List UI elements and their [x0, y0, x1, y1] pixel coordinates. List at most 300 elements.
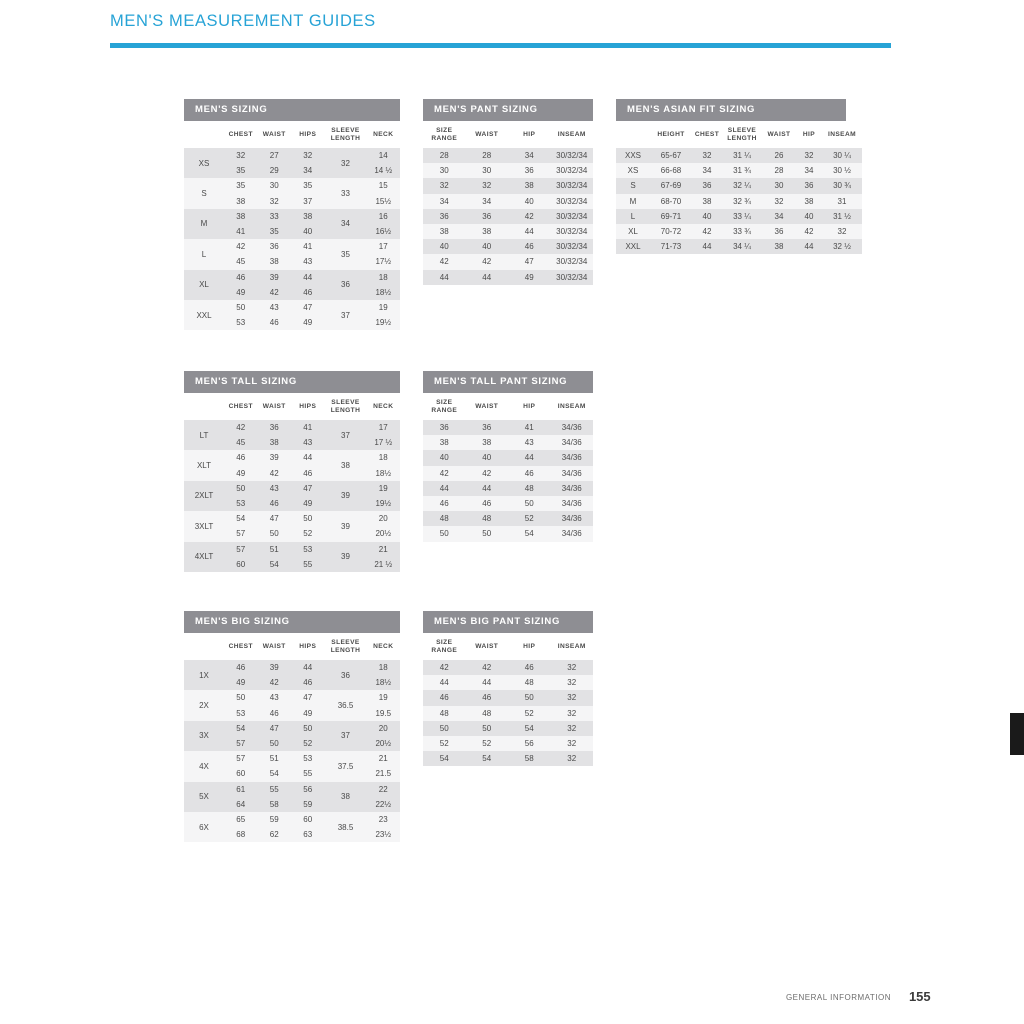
- cell-hip: 54: [508, 721, 551, 736]
- cell-neck: 17: [367, 420, 401, 435]
- cell-neck: 18: [367, 270, 401, 285]
- col-chest: CHEST: [224, 393, 258, 420]
- cell-sleeve-length: 33 ¾: [722, 224, 762, 239]
- footer-label: GENERAL INFORMATION: [785, 993, 891, 1002]
- col-waist: WAIST: [258, 393, 292, 420]
- cell-size: XL: [616, 224, 650, 239]
- cell-sleeve-length: 34 ¼: [722, 239, 762, 254]
- table-row: [423, 435, 593, 450]
- cell-size-range: 30: [423, 163, 466, 178]
- col-hips: HIPS: [291, 121, 325, 148]
- cell-sleeve-length: 37.5: [325, 751, 367, 781]
- cell-neck: 15½: [367, 194, 401, 209]
- cell-chest: 41: [224, 224, 258, 239]
- cell-waist: 30: [762, 178, 796, 193]
- cell-chest: 53: [224, 496, 258, 511]
- cell-height: 68-70: [650, 194, 692, 209]
- cell-neck: 16: [367, 209, 401, 224]
- cell-hip: 58: [508, 751, 551, 766]
- cell-size-range: 44: [423, 481, 466, 496]
- big-pant-body: [423, 660, 593, 766]
- cell-hips: 43: [291, 435, 325, 450]
- cell-chest: 54: [224, 511, 258, 526]
- col-hip: HIP: [508, 393, 551, 420]
- cell-sleeve-length: 34: [325, 209, 367, 239]
- cell-height: 66-68: [650, 163, 692, 178]
- cell-neck: 21.5: [367, 766, 401, 781]
- cell-size-range: 50: [423, 526, 466, 541]
- cell-waist: 40: [466, 450, 509, 465]
- cell-size-range: 46: [423, 690, 466, 705]
- cell-hips: 44: [291, 270, 325, 285]
- table-mens-pant-sizing: [423, 99, 593, 285]
- cell-chest: 38: [224, 209, 258, 224]
- cell-sleeve-length: 33 ¼: [722, 209, 762, 224]
- cell-hips: 52: [291, 736, 325, 751]
- cell-hip: 44: [508, 450, 551, 465]
- table-row: [423, 163, 593, 178]
- cell-chest: 49: [224, 466, 258, 481]
- cell-chest: 42: [692, 224, 722, 239]
- col-size-range: SIZE RANGE: [423, 393, 466, 420]
- table-row: [616, 194, 862, 209]
- cell-neck: 18½: [367, 285, 401, 300]
- cell-height: 71-73: [650, 239, 692, 254]
- cell-neck: 20: [367, 721, 401, 736]
- table-row: [184, 542, 400, 557]
- cell-waist: 32: [762, 194, 796, 209]
- table-row: [423, 751, 593, 766]
- cell-chest: 57: [224, 526, 258, 541]
- cell-sleeve-length: 39: [325, 511, 367, 541]
- cell-inseam: 32: [551, 736, 594, 751]
- cell-waist: 33: [258, 209, 292, 224]
- cell-hips: 47: [291, 300, 325, 315]
- cell-hips: 47: [291, 481, 325, 496]
- cell-hip: 49: [508, 270, 551, 285]
- table-title: MEN'S TALL PANT SIZING: [423, 371, 593, 393]
- cell-chest: 64: [224, 797, 258, 812]
- cell-hip: 43: [508, 435, 551, 450]
- cell-sleeve-length: 39: [325, 481, 367, 511]
- cell-waist: 40: [466, 239, 509, 254]
- cell-height: 69-71: [650, 209, 692, 224]
- table-header-row: [184, 393, 400, 420]
- cell-inseam: 31 ½: [822, 209, 862, 224]
- cell-chest: 60: [224, 766, 258, 781]
- cell-hip: 34: [508, 148, 551, 163]
- col-hips: HIPS: [291, 393, 325, 420]
- table-row: [616, 224, 862, 239]
- cell-height: 65-67: [650, 148, 692, 163]
- cell-hips: 49: [291, 315, 325, 330]
- cell-inseam: 30 ¼: [822, 148, 862, 163]
- cell-chest: 50: [224, 481, 258, 496]
- cell-waist: 43: [258, 300, 292, 315]
- cell-hip: 40: [508, 194, 551, 209]
- table-row: [616, 239, 862, 254]
- cell-size-range: 36: [423, 420, 466, 435]
- tall-sizing-body: [184, 420, 400, 572]
- table-row: [423, 660, 593, 675]
- cell-hip: 46: [508, 466, 551, 481]
- table-row: [184, 148, 400, 163]
- cell-inseam: 34/36: [551, 481, 594, 496]
- cell-waist: 38: [258, 435, 292, 450]
- size-label: XS: [184, 148, 224, 178]
- big-sizing-table: [184, 633, 400, 842]
- cell-neck: 14: [367, 148, 401, 163]
- cell-hip: 54: [508, 526, 551, 541]
- col-sleeve-length: SLEEVE LENGTH: [325, 121, 367, 148]
- cell-size-range: 44: [423, 675, 466, 690]
- cell-hips: 46: [291, 675, 325, 690]
- cell-size-range: 42: [423, 466, 466, 481]
- col-chest: CHEST: [224, 121, 258, 148]
- cell-neck: 23½: [367, 827, 401, 842]
- table-row: [616, 163, 862, 178]
- tall-sizing-table: [184, 393, 400, 572]
- col-sleeve-length: SLEEVE LENGTH: [325, 633, 367, 660]
- cell-hip: 48: [508, 481, 551, 496]
- page-number: 155: [908, 989, 931, 1004]
- cell-inseam: 30/32/34: [551, 194, 594, 209]
- table-row: [616, 148, 862, 163]
- cell-hip: 38: [796, 194, 822, 209]
- cell-inseam: 30/32/34: [551, 270, 594, 285]
- col-sleeve-length: SLEEVE LENGTH: [325, 393, 367, 420]
- cell-waist: 32: [258, 194, 292, 209]
- cell-chest: 38: [224, 194, 258, 209]
- cell-neck: 17: [367, 239, 401, 254]
- cell-size-range: 40: [423, 450, 466, 465]
- cell-sleeve-length: 38.5: [325, 812, 367, 842]
- col-waist: WAIST: [258, 633, 292, 660]
- cell-hips: 56: [291, 782, 325, 797]
- cell-hips: 46: [291, 285, 325, 300]
- cell-size-range: 42: [423, 254, 466, 269]
- cell-hips: 47: [291, 690, 325, 705]
- big-sizing-body: [184, 660, 400, 842]
- cell-waist: 51: [258, 542, 292, 557]
- cell-inseam: 32: [551, 690, 594, 705]
- cell-inseam: 30/32/34: [551, 224, 594, 239]
- cell-size-range: 54: [423, 751, 466, 766]
- table-mens-big-sizing: [184, 611, 400, 842]
- cell-neck: 16½: [367, 224, 401, 239]
- cell-waist: 47: [258, 511, 292, 526]
- table-row: [423, 466, 593, 481]
- cell-sleeve-length: 37: [325, 721, 367, 751]
- big-pant-table: [423, 633, 593, 766]
- cell-hip: 41: [508, 420, 551, 435]
- cell-waist: 32: [466, 178, 509, 193]
- cell-hip: 44: [508, 224, 551, 239]
- cell-chest: 49: [224, 675, 258, 690]
- cell-hip: 47: [508, 254, 551, 269]
- cell-size-range: 44: [423, 270, 466, 285]
- page-header: [110, 12, 890, 31]
- table-row: [184, 690, 400, 705]
- cell-hips: 49: [291, 706, 325, 721]
- cell-chest: 46: [224, 660, 258, 675]
- cell-waist: 46: [258, 315, 292, 330]
- size-label: 6X: [184, 812, 224, 842]
- cell-sleeve-length: 31 ¼: [722, 148, 762, 163]
- cell-size-range: 34: [423, 194, 466, 209]
- table-row: [423, 721, 593, 736]
- cell-chest: 50: [224, 300, 258, 315]
- table-header-row: [423, 121, 593, 148]
- cell-waist: 48: [466, 511, 509, 526]
- cell-waist: 36: [258, 239, 292, 254]
- cell-waist: 30: [466, 163, 509, 178]
- cell-waist: 50: [258, 526, 292, 541]
- col-chest: CHEST: [692, 121, 722, 148]
- cell-sleeve-length: 38: [325, 782, 367, 812]
- col-chest: CHEST: [224, 633, 258, 660]
- col-hips: HIPS: [291, 633, 325, 660]
- cell-hips: 44: [291, 660, 325, 675]
- cell-sleeve-length: 37: [325, 420, 367, 450]
- col-neck: NECK: [367, 633, 401, 660]
- cell-inseam: 30/32/34: [551, 148, 594, 163]
- size-label: 2X: [184, 690, 224, 720]
- cell-waist: 46: [258, 496, 292, 511]
- cell-hips: 60: [291, 812, 325, 827]
- cell-inseam: 32: [551, 675, 594, 690]
- table-row: [184, 511, 400, 526]
- cell-waist: 27: [258, 148, 292, 163]
- cell-neck: 18: [367, 660, 401, 675]
- cell-chest: 32: [224, 148, 258, 163]
- col-inseam: INSEAM: [551, 393, 594, 420]
- cell-chest: 57: [224, 542, 258, 557]
- edge-tab-marker: [1010, 713, 1024, 755]
- cell-chest: 61: [224, 782, 258, 797]
- cell-inseam: 32: [551, 721, 594, 736]
- cell-waist: 42: [466, 466, 509, 481]
- cell-chest: 32: [692, 148, 722, 163]
- cell-neck: 19: [367, 690, 401, 705]
- table-row: [423, 224, 593, 239]
- table-header-row: [423, 393, 593, 420]
- cell-neck: 20: [367, 511, 401, 526]
- table-row: [423, 736, 593, 751]
- tall-pant-table: [423, 393, 593, 542]
- cell-sleeve-length: 31 ¾: [722, 163, 762, 178]
- cell-hip: 56: [508, 736, 551, 751]
- cell-size-range: 38: [423, 224, 466, 239]
- cell-hip: 38: [508, 178, 551, 193]
- col-waist: WAIST: [466, 121, 509, 148]
- cell-neck: 21: [367, 542, 401, 557]
- cell-neck: 21 ½: [367, 557, 401, 572]
- size-label: 2XLT: [184, 481, 224, 511]
- cell-size-range: 28: [423, 148, 466, 163]
- cell-hip: 46: [508, 239, 551, 254]
- table-mens-tall-sizing: [184, 371, 400, 572]
- cell-neck: 22: [367, 782, 401, 797]
- table-row: [184, 812, 400, 827]
- cell-waist: 43: [258, 481, 292, 496]
- table-title: MEN'S TALL SIZING: [184, 371, 400, 393]
- table-row: [423, 496, 593, 511]
- cell-size-range: 42: [423, 660, 466, 675]
- cell-waist: 43: [258, 690, 292, 705]
- cell-size-range: 52: [423, 736, 466, 751]
- cell-hips: 44: [291, 450, 325, 465]
- cell-neck: 22½: [367, 797, 401, 812]
- cell-hip: 52: [508, 706, 551, 721]
- cell-waist: 35: [258, 224, 292, 239]
- cell-hip: 46: [508, 660, 551, 675]
- col-size-range: SIZE RANGE: [423, 121, 466, 148]
- table-row: [423, 690, 593, 705]
- table-mens-big-pant-sizing: [423, 611, 593, 766]
- cell-chest: 35: [224, 178, 258, 193]
- cell-sleeve-length: 36.5: [325, 690, 367, 720]
- cell-waist: 42: [258, 285, 292, 300]
- cell-chest: 49: [224, 285, 258, 300]
- cell-waist: 36: [466, 209, 509, 224]
- cell-neck: 23: [367, 812, 401, 827]
- cell-inseam: 30/32/34: [551, 239, 594, 254]
- cell-inseam: 30/32/34: [551, 178, 594, 193]
- table-row: [423, 450, 593, 465]
- cell-waist: 52: [466, 736, 509, 751]
- cell-waist: 54: [258, 557, 292, 572]
- cell-waist: 38: [258, 254, 292, 269]
- cell-sleeve-length: 32 ¼: [722, 178, 762, 193]
- size-label: 3XLT: [184, 511, 224, 541]
- asian-fit-body: [616, 148, 862, 254]
- tall-pant-body: [423, 420, 593, 542]
- table-row: [423, 675, 593, 690]
- cell-size-range: 36: [423, 209, 466, 224]
- table-header-row: [184, 121, 400, 148]
- cell-hip: 42: [508, 209, 551, 224]
- table-row: [184, 300, 400, 315]
- cell-sleeve-length: 36: [325, 270, 367, 300]
- cell-waist: 30: [258, 178, 292, 193]
- cell-hips: 53: [291, 751, 325, 766]
- table-row: [184, 420, 400, 435]
- col-inseam: INSEAM: [551, 633, 594, 660]
- cell-hip: 36: [508, 163, 551, 178]
- cell-height: 70-72: [650, 224, 692, 239]
- cell-size-range: 50: [423, 721, 466, 736]
- cell-waist: 28: [762, 163, 796, 178]
- col-size-range: SIZE RANGE: [423, 633, 466, 660]
- table-row: [423, 420, 593, 435]
- table-row: [423, 239, 593, 254]
- cell-hip: 52: [508, 511, 551, 526]
- sizing-table: [184, 121, 400, 330]
- cell-chest: 45: [224, 254, 258, 269]
- cell-neck: 19½: [367, 315, 401, 330]
- cell-neck: 21: [367, 751, 401, 766]
- size-label: M: [184, 209, 224, 239]
- cell-waist: 42: [258, 466, 292, 481]
- cell-waist: 42: [466, 660, 509, 675]
- col-hip: HIP: [508, 633, 551, 660]
- size-label: S: [184, 178, 224, 208]
- cell-size-range: 40: [423, 239, 466, 254]
- cell-inseam: 34/36: [551, 466, 594, 481]
- cell-neck: 18½: [367, 466, 401, 481]
- cell-sleeve-length: 36: [325, 660, 367, 690]
- cell-waist: 62: [258, 827, 292, 842]
- cell-neck: 18½: [367, 675, 401, 690]
- cell-chest: 68: [224, 827, 258, 842]
- table-row: [184, 270, 400, 285]
- table-mens-tall-pant-sizing: [423, 371, 593, 542]
- cell-waist: 42: [258, 675, 292, 690]
- table-row: [423, 481, 593, 496]
- size-label: XXL: [184, 300, 224, 330]
- cell-hips: 41: [291, 239, 325, 254]
- cell-sleeve-length: 33: [325, 178, 367, 208]
- table-row: [184, 481, 400, 496]
- table-row: [184, 660, 400, 675]
- col-height: HEIGHT: [650, 121, 692, 148]
- cell-waist: 44: [466, 675, 509, 690]
- cell-chest: 38: [692, 194, 722, 209]
- cell-chest: 34: [692, 163, 722, 178]
- table-mens-asian-fit-sizing: [616, 99, 857, 254]
- table-header-row: [423, 633, 593, 660]
- cell-hip: 42: [796, 224, 822, 239]
- cell-size: XS: [616, 163, 650, 178]
- cell-chest: 60: [224, 557, 258, 572]
- cell-inseam: 32: [551, 660, 594, 675]
- cell-neck: 19½: [367, 496, 401, 511]
- cell-hips: 38: [291, 209, 325, 224]
- cell-hips: 50: [291, 511, 325, 526]
- cell-chest: 40: [692, 209, 722, 224]
- cell-sleeve-length: 38: [325, 450, 367, 480]
- col-size: [184, 121, 224, 148]
- cell-hips: 55: [291, 557, 325, 572]
- table-row: [184, 209, 400, 224]
- cell-size-range: 48: [423, 706, 466, 721]
- pant-sizing-body: [423, 148, 593, 285]
- col-inseam: INSEAM: [822, 121, 862, 148]
- cell-size: XXS: [616, 148, 650, 163]
- table-row: [423, 270, 593, 285]
- cell-waist: 44: [466, 481, 509, 496]
- cell-neck: 19: [367, 481, 401, 496]
- cell-hips: 49: [291, 496, 325, 511]
- col-hip: HIP: [796, 121, 822, 148]
- cell-inseam: 32: [822, 224, 862, 239]
- cell-size-range: 48: [423, 511, 466, 526]
- cell-chest: 42: [224, 420, 258, 435]
- cell-chest: 35: [224, 163, 258, 178]
- cell-hips: 50: [291, 721, 325, 736]
- col-size: [616, 121, 650, 148]
- cell-waist: 58: [258, 797, 292, 812]
- table-title: MEN'S PANT SIZING: [423, 99, 593, 121]
- cell-waist: 54: [258, 766, 292, 781]
- cell-hip: 40: [796, 209, 822, 224]
- cell-hips: 37: [291, 194, 325, 209]
- table-row: [184, 782, 400, 797]
- table-row: [184, 751, 400, 766]
- cell-hips: 59: [291, 797, 325, 812]
- col-waist: WAIST: [258, 121, 292, 148]
